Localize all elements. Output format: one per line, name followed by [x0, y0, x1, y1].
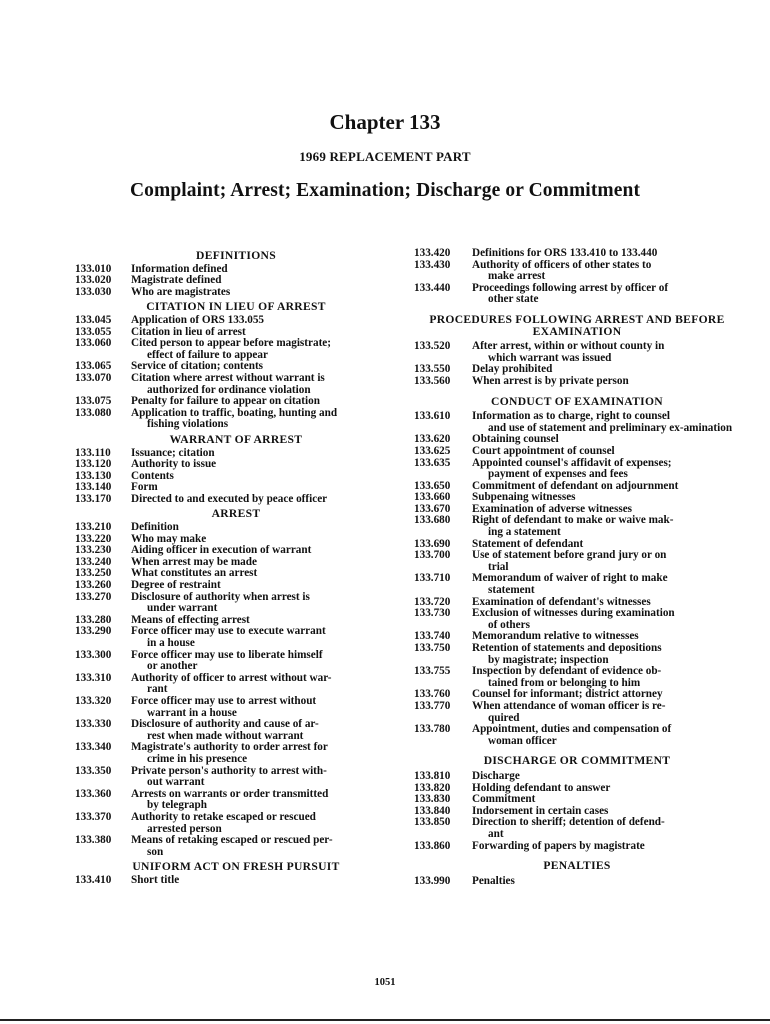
section-caption-line: When arrest may be made: [131, 555, 257, 568]
section-number: 133.625: [414, 444, 451, 457]
section-caption-line: Examination of adverse witnesses: [472, 502, 633, 515]
section-number: 133.635: [414, 456, 451, 469]
toc-entry: [414, 283, 740, 306]
section-heading: PENALTIES: [543, 859, 611, 873]
section-caption-continuation: tained from or belonging to him: [488, 676, 641, 689]
toc-entry: [414, 643, 740, 666]
toc-entry: [414, 573, 740, 596]
section-caption-continuation: quired: [488, 711, 520, 724]
section-caption: [472, 376, 740, 388]
section-caption: [131, 287, 397, 299]
section-number: 133.760: [414, 688, 451, 701]
toc-entry: [75, 875, 397, 887]
toc-entry: [75, 408, 397, 431]
toc-entry: [75, 673, 397, 696]
section-caption-line: Penalty for failure to appear on citation: [131, 395, 320, 408]
toc-entry: [75, 696, 397, 719]
section-caption: [472, 411, 740, 434]
section-number: 133.030: [75, 285, 112, 298]
section-caption-line: After arrest, within or without county in: [472, 340, 665, 353]
toc-entry: [414, 666, 740, 689]
section-number: 133.670: [414, 502, 451, 515]
section-caption-line: Degree of restraint: [131, 579, 221, 592]
section-number: 133.360: [75, 787, 112, 800]
section-heading: PROCEDURES FOLLOWING ARREST AND BEFORE EXAMINATION: [429, 312, 725, 338]
section-number: 133.420: [414, 247, 451, 259]
toc-entry: [414, 701, 740, 724]
toc-entry: [414, 481, 740, 493]
section-caption-continuation: woman officer: [488, 734, 557, 747]
section-number: 133.070: [75, 371, 112, 384]
section-caption: [131, 719, 397, 742]
toc-entry: [414, 608, 740, 631]
bottom-rule: [0, 1019, 770, 1021]
section-caption: [472, 573, 740, 596]
section-caption-continuation: by magistrate; inspection: [488, 653, 609, 666]
toc-entry: [75, 650, 397, 673]
toc-entry: [75, 812, 397, 835]
section-caption-line: Court appointment of counsel: [472, 444, 615, 457]
section-number: 133.010: [75, 262, 112, 275]
section-number: 133.690: [414, 537, 451, 550]
toc-entry: [75, 459, 397, 471]
toc-entry: [75, 448, 397, 460]
section-caption-line: Disclosure of authority when arrest is: [131, 590, 310, 603]
section-caption-line: Authority to issue: [131, 458, 217, 471]
toc-entry: [75, 275, 397, 287]
section-caption-line: Commitment of defendant on adjournment: [472, 479, 679, 492]
section-caption: [131, 626, 397, 649]
section-caption-line: Means of retaking escaped or rescued per-: [131, 834, 333, 847]
section-caption: [131, 696, 397, 719]
section-caption-line: Forwarding of papers by magistrate: [472, 839, 645, 852]
section-caption: [472, 458, 740, 481]
section-number: 133.620: [414, 433, 451, 446]
section-number: 133.755: [414, 665, 451, 678]
section-number: 133.320: [75, 694, 112, 707]
section-caption-continuation: of others: [488, 618, 530, 631]
section-number: 133.210: [75, 521, 112, 534]
section-caption: [131, 494, 397, 506]
section-number: 133.680: [414, 514, 451, 527]
page-number: 1051: [374, 977, 396, 988]
chapter-number: Chapter 133: [329, 110, 441, 134]
section-caption-line: Obtaining counsel: [472, 433, 559, 446]
section-caption: [131, 812, 397, 835]
section-caption-line: Service of citation; contents: [131, 360, 264, 373]
section-heading: ARREST: [211, 507, 261, 521]
toc-entry: [75, 338, 397, 361]
section-caption: [131, 471, 397, 483]
section-caption-line: Directed to and executed by peace officer: [131, 492, 328, 505]
section-number: 133.840: [414, 804, 451, 817]
section-caption-line: Indorsement in certain cases: [472, 804, 609, 817]
section-caption-continuation: ing a statement: [488, 526, 561, 539]
section-caption: [131, 673, 397, 696]
section-caption-line: Use of statement before grand jury or on: [472, 549, 667, 562]
section-number: 133.780: [414, 723, 451, 736]
section-heading: UNIFORM ACT ON FRESH PURSUIT: [132, 860, 340, 874]
section-caption-continuation: by telegraph: [147, 799, 207, 812]
section-number: 133.710: [414, 572, 451, 585]
section-caption: [131, 373, 397, 396]
section-caption-line: Citation where arrest without warrant is: [131, 371, 325, 384]
section-caption-continuation: warrant in a house: [147, 706, 237, 719]
toc-entry: [414, 841, 740, 853]
section-caption-continuation: payment of expenses and fees: [488, 468, 628, 481]
section-number: 133.720: [414, 595, 451, 608]
section-caption-line: Authority of officer to arrest without war-: [131, 671, 332, 684]
section-number: 133.260: [75, 579, 112, 592]
toc-entry: [414, 817, 740, 840]
section-number: 133.370: [75, 810, 112, 823]
section-number: 133.230: [75, 544, 112, 557]
section-caption-continuation: statement: [488, 584, 535, 597]
section-caption: [472, 341, 740, 364]
section-caption-continuation: arrested person: [147, 822, 222, 835]
section-number: 133.860: [414, 839, 451, 852]
toc-entry: [414, 411, 740, 434]
section-caption-line: Application to traffic, boating, hunting and: [131, 406, 338, 419]
section-number: 133.660: [414, 491, 451, 504]
section-number: 133.770: [414, 699, 451, 712]
toc-entry: [75, 287, 397, 299]
toc-entry: [75, 626, 397, 649]
section-heading: DISCHARGE OR COMMITMENT: [483, 754, 671, 768]
section-caption-continuation: other state: [488, 293, 539, 306]
toc-entry: [414, 515, 740, 538]
section-caption-continuation: make arrest: [488, 270, 546, 283]
section-caption-continuation: which warrant was issued: [488, 351, 612, 364]
toc-entry: [75, 522, 397, 534]
toc-entry: [75, 766, 397, 789]
section-caption-line: Citation in lieu of arrest: [131, 325, 246, 338]
toc-entry: [414, 876, 740, 888]
section-number: 133.075: [75, 395, 112, 408]
section-caption-continuation: and use of statement and preliminary ex-amination: [488, 421, 733, 434]
section-caption: [472, 515, 740, 538]
toc-entry: [75, 719, 397, 742]
section-number: 133.170: [75, 492, 112, 505]
toc-entry: [75, 264, 397, 276]
toc-entry: [414, 458, 740, 481]
section-number: 133.830: [414, 793, 451, 806]
section-number: 133.220: [75, 532, 112, 545]
section-number: 133.250: [75, 567, 112, 580]
section-caption-line: Issuance; citation: [131, 446, 215, 459]
toc-entry: [75, 494, 397, 506]
section-caption: [472, 701, 740, 724]
section-number: 133.740: [414, 630, 451, 643]
section-caption: [472, 724, 740, 747]
section-caption-line: Appointment, duties and compensation of: [472, 723, 672, 736]
section-caption-continuation: under warrant: [147, 602, 218, 615]
section-caption: [131, 742, 397, 765]
section-caption-line: Commitment: [472, 793, 536, 806]
section-caption-line: Force officer may use to arrest without: [131, 694, 317, 707]
section-number: 133.020: [75, 274, 112, 287]
toc-entry: [414, 783, 740, 795]
section-caption-line: Information defined: [131, 262, 228, 275]
section-caption: [472, 608, 740, 631]
section-caption-continuation: rest when made without warrant: [147, 729, 304, 742]
section-caption-line: Who are magistrates: [131, 285, 231, 298]
section-number: 133.810: [414, 769, 451, 782]
section-number: 133.610: [414, 410, 451, 423]
section-number: 133.650: [414, 479, 451, 492]
section-caption-line: Force officer may use to liberate himself: [131, 648, 323, 661]
section-caption-continuation: effect of failure to appear: [147, 348, 268, 361]
section-number: 133.560: [414, 374, 451, 387]
toc-entry: [75, 373, 397, 396]
right-column: [414, 248, 740, 887]
section-caption-line: Authority to retake escaped or rescued: [131, 810, 316, 823]
section-number: 133.550: [414, 363, 451, 376]
section-caption-line: Direction to sheriff; detention of defend-: [472, 816, 665, 829]
section-number: 133.850: [414, 816, 451, 829]
section-caption-line: When attendance of woman officer is re-: [472, 699, 666, 712]
section-caption-line: When arrest is by private person: [472, 374, 629, 387]
section-caption-continuation: rant: [147, 683, 168, 696]
section-heading: CITATION IN LIEU OF ARREST: [146, 300, 326, 314]
section-number: 133.120: [75, 458, 112, 471]
section-caption-line: Holding defendant to answer: [472, 781, 611, 794]
section-caption-line: Memorandum of waiver of right to make: [472, 572, 668, 585]
section-heading: CONDUCT OF EXAMINATION: [491, 394, 663, 408]
toc-entry: [75, 592, 397, 615]
section-caption-line: Statement of defendant: [472, 537, 584, 550]
section-caption-line: Penalties: [472, 874, 515, 887]
section-caption: [131, 875, 397, 887]
section-caption: [472, 817, 740, 840]
section-number: 133.110: [75, 446, 111, 459]
section-caption: [131, 408, 397, 431]
section-caption-line: Force officer may use to execute warrant: [131, 625, 326, 638]
section-number: 133.430: [414, 258, 451, 271]
section-caption-continuation: or another: [147, 660, 198, 673]
section-number: 133.060: [75, 337, 112, 350]
toc-entry: [75, 568, 397, 580]
section-caption: [472, 643, 740, 666]
toc-entry: [75, 835, 397, 858]
section-number: 133.140: [75, 481, 112, 494]
section-caption: [131, 766, 397, 789]
section-caption-line: Magistrate's authority to order arrest for: [131, 741, 328, 754]
section-number: 133.080: [75, 406, 112, 419]
section-caption-line: Memorandum relative to witnesses: [472, 630, 639, 643]
section-caption-continuation: authorized for ordinance violation: [147, 383, 311, 396]
section-caption-line: Discharge: [472, 769, 520, 782]
section-caption-line: Proceedings following arrest by officer of: [472, 281, 669, 294]
section-number: 133.065: [75, 360, 112, 373]
section-caption-line: Retention of statements and depositions: [472, 642, 662, 654]
section-number: 133.730: [414, 607, 451, 620]
section-caption-line: Form: [131, 481, 158, 494]
section-caption: [131, 789, 397, 812]
section-caption-continuation: in a house: [147, 637, 195, 649]
section-number: 133.820: [414, 781, 451, 794]
section-caption-line: Appointed counsel's affidavit of expenses;: [472, 456, 672, 469]
section-caption: [131, 835, 397, 858]
toc-entry: [75, 742, 397, 765]
section-number: 133.700: [414, 549, 451, 562]
toc-entry: [414, 724, 740, 747]
section-caption-line: Contents: [131, 469, 174, 482]
toc-entry: [414, 341, 740, 364]
section-caption-continuation: out warrant: [147, 776, 205, 789]
section-caption-continuation: fishing violations: [147, 418, 229, 431]
section-number: 133.280: [75, 613, 112, 626]
section-number: 133.350: [75, 764, 112, 777]
section-heading: DEFINITIONS: [196, 249, 276, 262]
section-heading: WARRANT OF ARREST: [169, 432, 303, 446]
section-caption-line: Application of ORS 133.055: [131, 313, 265, 326]
section-number: 133.045: [75, 313, 112, 326]
section-caption-line: Disclosure of authority and cause of ar-: [131, 718, 319, 731]
section-number: 133.750: [414, 642, 451, 654]
section-caption: [472, 550, 740, 573]
section-number: 133.290: [75, 625, 112, 638]
replacement-part-label: 1969 REPLACEMENT PART: [299, 149, 471, 164]
toc-entry: [414, 550, 740, 573]
section-caption-line: Inspection by defendant of evidence ob-: [472, 665, 662, 678]
section-caption-continuation: trial: [488, 560, 509, 573]
toc-entry: [75, 789, 397, 812]
chapter-title: Complaint; Arrest; Examination; Discharge or Commitment: [129, 180, 641, 201]
section-number: 133.055: [75, 325, 112, 338]
section-caption-line: Means of effecting arrest: [131, 613, 250, 626]
section-number: 133.520: [414, 340, 451, 353]
section-number: 133.310: [75, 671, 112, 684]
section-caption-line: Information as to charge, right to counsel: [472, 410, 670, 423]
section-caption-line: Subpenaing witnesses: [472, 491, 576, 504]
section-caption-line: Definition: [131, 521, 179, 534]
section-caption-line: Delay prohibited: [472, 363, 553, 376]
section-caption-line: Who may make: [131, 532, 207, 545]
section-caption: [472, 841, 740, 853]
section-caption: [131, 338, 397, 361]
section-caption-line: Definitions for ORS 133.410 to 133.440: [472, 247, 658, 259]
section-number: 133.380: [75, 834, 112, 847]
left-column: [75, 248, 397, 886]
section-caption-line: Private person's authority to arrest with-: [131, 764, 327, 777]
section-number: 133.990: [414, 874, 451, 887]
section-number: 133.410: [75, 873, 112, 886]
section-caption: [472, 283, 740, 306]
toc-entry: [414, 260, 740, 283]
section-number: 133.270: [75, 590, 112, 603]
section-caption-line: Aiding officer in execution of warrant: [131, 544, 312, 557]
section-caption-continuation: ant: [488, 827, 504, 840]
section-number: 133.340: [75, 741, 112, 754]
section-caption-line: Magistrate defined: [131, 274, 222, 287]
section-number: 133.440: [414, 281, 451, 294]
section-caption-line: Arrests on warrants or order transmitted: [131, 787, 329, 800]
section-caption-continuation: crime in his presence: [147, 752, 248, 765]
section-caption: [131, 650, 397, 673]
section-caption-line: What constitutes an arrest: [131, 567, 258, 580]
section-caption-line: Exclusion of witnesses during examination: [472, 607, 675, 620]
section-caption-line: Cited person to appear before magistrate;: [131, 337, 331, 350]
toc-entry: [75, 471, 397, 483]
section-number: 133.240: [75, 555, 112, 568]
section-caption-line: Right of defendant to make or waive mak-: [472, 514, 674, 527]
section-caption: [472, 260, 740, 283]
section-caption: [472, 876, 740, 888]
section-caption-line: Short title: [131, 873, 180, 886]
section-caption: [472, 666, 740, 689]
section-caption-line: Counsel for informant; district attorney: [472, 688, 663, 701]
toc-entry: [414, 376, 740, 388]
section-caption-line: Authority of officers of other states to: [472, 258, 652, 271]
section-caption-continuation: son: [147, 845, 164, 858]
section-caption: [131, 592, 397, 615]
section-number: 133.330: [75, 718, 112, 731]
section-number: 133.130: [75, 469, 112, 482]
section-caption-line: Examination of defendant's witnesses: [472, 595, 651, 608]
section-number: 133.300: [75, 648, 112, 661]
